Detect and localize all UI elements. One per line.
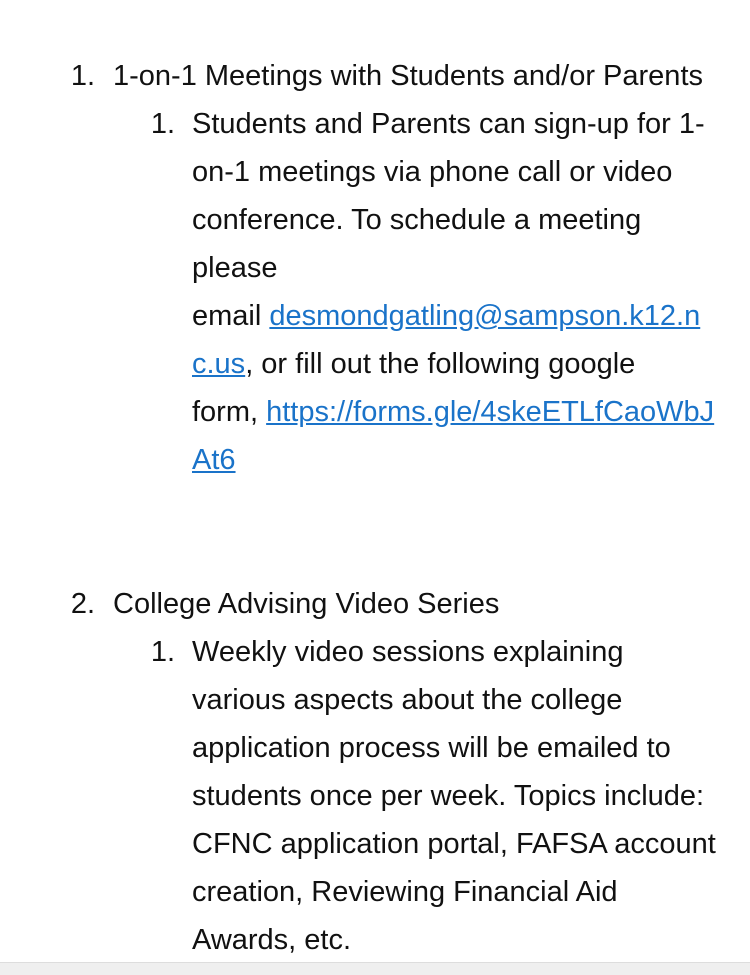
list-item-title: College Advising Video Series: [113, 588, 500, 620]
form-prefix: form,: [192, 396, 259, 428]
list-item-header: [0, 52, 750, 100]
email-line: [192, 292, 722, 388]
list-item: [0, 580, 750, 964]
form-line: [192, 388, 722, 484]
email-prefix: email: [192, 300, 262, 332]
list-item: [0, 52, 750, 484]
sub-list-item: [0, 100, 750, 484]
sub-list-text: Weekly video sessions explaining various aspects about the college application process will be emailed to students once per week. Topics include: CFNC application portal, FAFSA account creation, Reviewing Financial Aid Awards, etc.: [192, 636, 716, 956]
list-number: 1.: [70, 60, 95, 92]
bottom-toolbar: [0, 962, 750, 975]
list-item-header: [0, 580, 750, 628]
sub-list-number: 1.: [150, 108, 175, 140]
list-number: 2.: [70, 588, 95, 620]
list-item-title: 1-on-1 Meetings with Students and/or Parents: [113, 60, 703, 92]
sub-list-text: [192, 100, 722, 484]
email-suffix: , or fill out the following google: [245, 348, 636, 380]
form-link[interactable]: https://forms.gle/4skeETLfCaoWbJAt6: [192, 396, 715, 476]
sub-list-text-part: Students and Parents can sign-up for 1-on-1 meetings via phone call or video conference. To schedule a meeting please: [192, 108, 705, 284]
sub-list-number: 1.: [150, 636, 175, 668]
sub-list-item: [0, 628, 750, 964]
email-link[interactable]: desmondgatling@sampson.k12.nc.us: [192, 300, 701, 380]
